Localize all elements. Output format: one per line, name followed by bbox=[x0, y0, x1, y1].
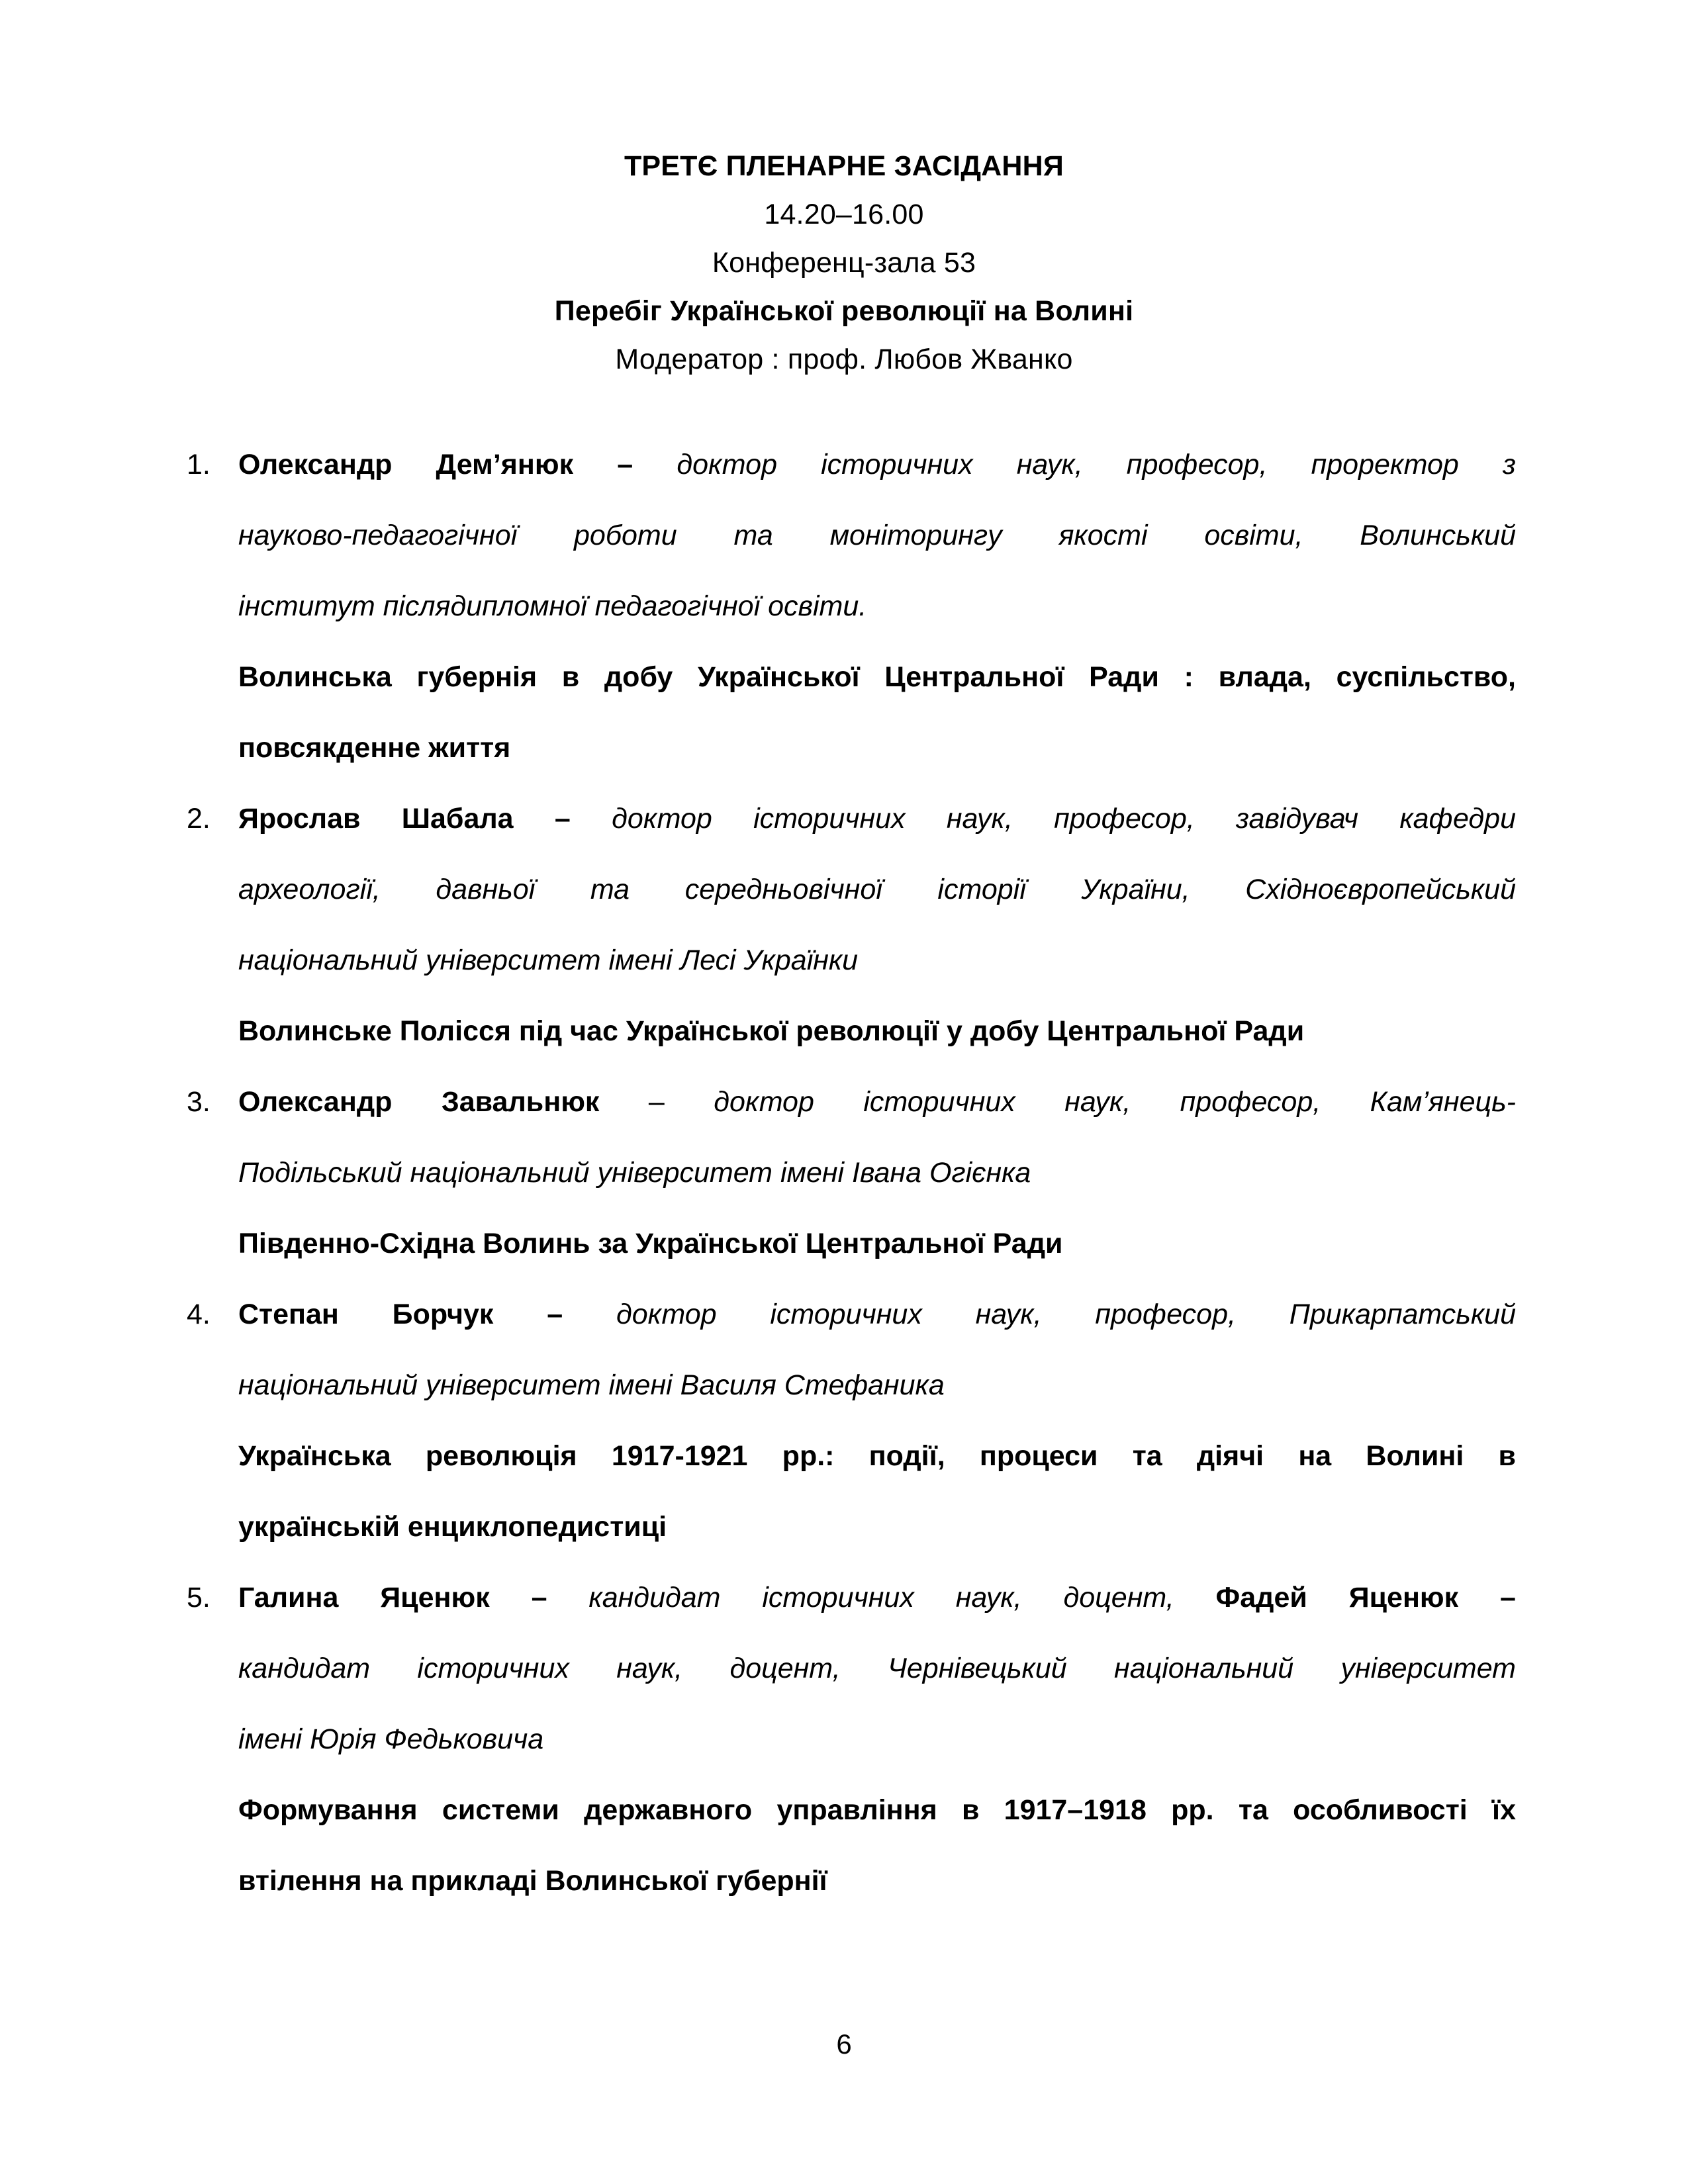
text-segment: Олександр Дем’янюк – bbox=[238, 449, 677, 480]
text-segment: – bbox=[599, 1086, 714, 1118]
text-segment: імені Юрія Федьковича bbox=[238, 1723, 544, 1755]
text-segment: кандидат історичних наук, доцент, bbox=[588, 1582, 1216, 1614]
text-line bbox=[238, 1563, 1516, 1633]
session-title: ТРЕТЄ ПЛЕНАРНЕ ЗАСІДАННЯ bbox=[624, 150, 1064, 182]
text-line bbox=[238, 1067, 1516, 1138]
text-line bbox=[238, 1492, 1516, 1563]
text-line bbox=[238, 1775, 1516, 1846]
text-line bbox=[238, 854, 1516, 925]
session-moderator: Модератор : проф. Любов Жванко bbox=[615, 343, 1073, 375]
text-segment: доктор історичних наук, професор, проректор з bbox=[677, 449, 1516, 480]
text-segment: Українська революція 1917-1921 рр.: події, процеси та діячі на Волині в bbox=[238, 1440, 1516, 1472]
item-number: 4. bbox=[187, 1298, 211, 1330]
text-segment: Галина Яценюк – bbox=[238, 1582, 589, 1614]
text-line bbox=[238, 713, 1516, 784]
item-number: 3. bbox=[187, 1086, 211, 1118]
session-header bbox=[0, 142, 1688, 384]
text-segment: інститут післядипломної педагогічної освіти. bbox=[238, 590, 867, 622]
text-line bbox=[238, 925, 1516, 996]
text-segment: Волинська губернія в добу Української Центральної Ради : влада, суспільство, bbox=[238, 661, 1516, 693]
text-line bbox=[238, 571, 1516, 642]
presentations-list bbox=[187, 430, 1516, 1917]
text-segment: науково-педагогічної роботи та моніторингу якості освіти, Волинський bbox=[238, 520, 1516, 551]
text-segment: Формування системи державного управління в 1917–1918 рр. та особливості їх bbox=[238, 1794, 1516, 1826]
text-line bbox=[238, 1279, 1516, 1350]
text-segment: Фадей Яценюк – bbox=[1215, 1582, 1516, 1614]
text-segment: українській енциклопедистиці bbox=[238, 1511, 667, 1543]
text-segment: національний університет імені Василя Стефаника bbox=[238, 1369, 945, 1401]
text-segment: археології, давньої та середньовічної історії України, Східноєвропейський bbox=[238, 874, 1516, 905]
page-number: 6 bbox=[836, 2028, 852, 2060]
text-line bbox=[238, 1704, 1516, 1775]
text-segment: Степан Борчук – bbox=[238, 1298, 616, 1330]
text-segment: втілення на прикладі Волинської губернії bbox=[238, 1865, 827, 1897]
text-line bbox=[238, 1208, 1516, 1279]
list-item bbox=[187, 1067, 1516, 1279]
text-segment: повсякденне життя bbox=[238, 732, 511, 764]
text-segment: Подільський національний університет імені Івана Огієнка bbox=[238, 1157, 1031, 1189]
text-line bbox=[238, 430, 1516, 500]
text-segment: доктор історичних наук, професор, Кам’янець- bbox=[714, 1086, 1516, 1118]
list-item bbox=[187, 1279, 1516, 1563]
text-segment: Олександр Завальнюк bbox=[238, 1086, 600, 1118]
list-item bbox=[187, 1563, 1516, 1917]
item-number: 5. bbox=[187, 1582, 211, 1614]
list-item bbox=[187, 430, 1516, 784]
item-number: 2. bbox=[187, 803, 211, 835]
text-line bbox=[238, 1421, 1516, 1492]
session-time: 14.20–16.00 bbox=[764, 199, 924, 230]
item-number: 1. bbox=[187, 449, 211, 480]
text-segment: доктор історичних наук, професор, завідувач кафедри bbox=[612, 803, 1516, 835]
text-line bbox=[238, 784, 1516, 854]
text-line bbox=[238, 1138, 1516, 1208]
text-segment: доктор історичних наук, професор, Прикарпатський bbox=[616, 1298, 1516, 1330]
text-segment: кандидат історичних наук, доцент, Чернівецький національний університет bbox=[238, 1653, 1516, 1684]
text-segment: Волинське Полісся під час Української революції у добу Центральної Ради bbox=[238, 1015, 1305, 1047]
text-segment: Південно-Східна Волинь за Української Центральної Ради bbox=[238, 1228, 1063, 1259]
text-segment: Ярослав Шабала – bbox=[238, 803, 612, 835]
text-line bbox=[238, 1846, 1516, 1917]
session-topic: Перебіг Української революції на Волині bbox=[554, 295, 1134, 327]
text-line bbox=[238, 500, 1516, 571]
list-item bbox=[187, 784, 1516, 1067]
session-room: Конференц-зала 53 bbox=[712, 247, 976, 279]
text-line bbox=[238, 996, 1516, 1067]
text-line bbox=[238, 1350, 1516, 1421]
text-line bbox=[238, 642, 1516, 713]
text-line bbox=[238, 1633, 1516, 1704]
text-segment: національний університет імені Лесі Українки bbox=[238, 944, 859, 976]
